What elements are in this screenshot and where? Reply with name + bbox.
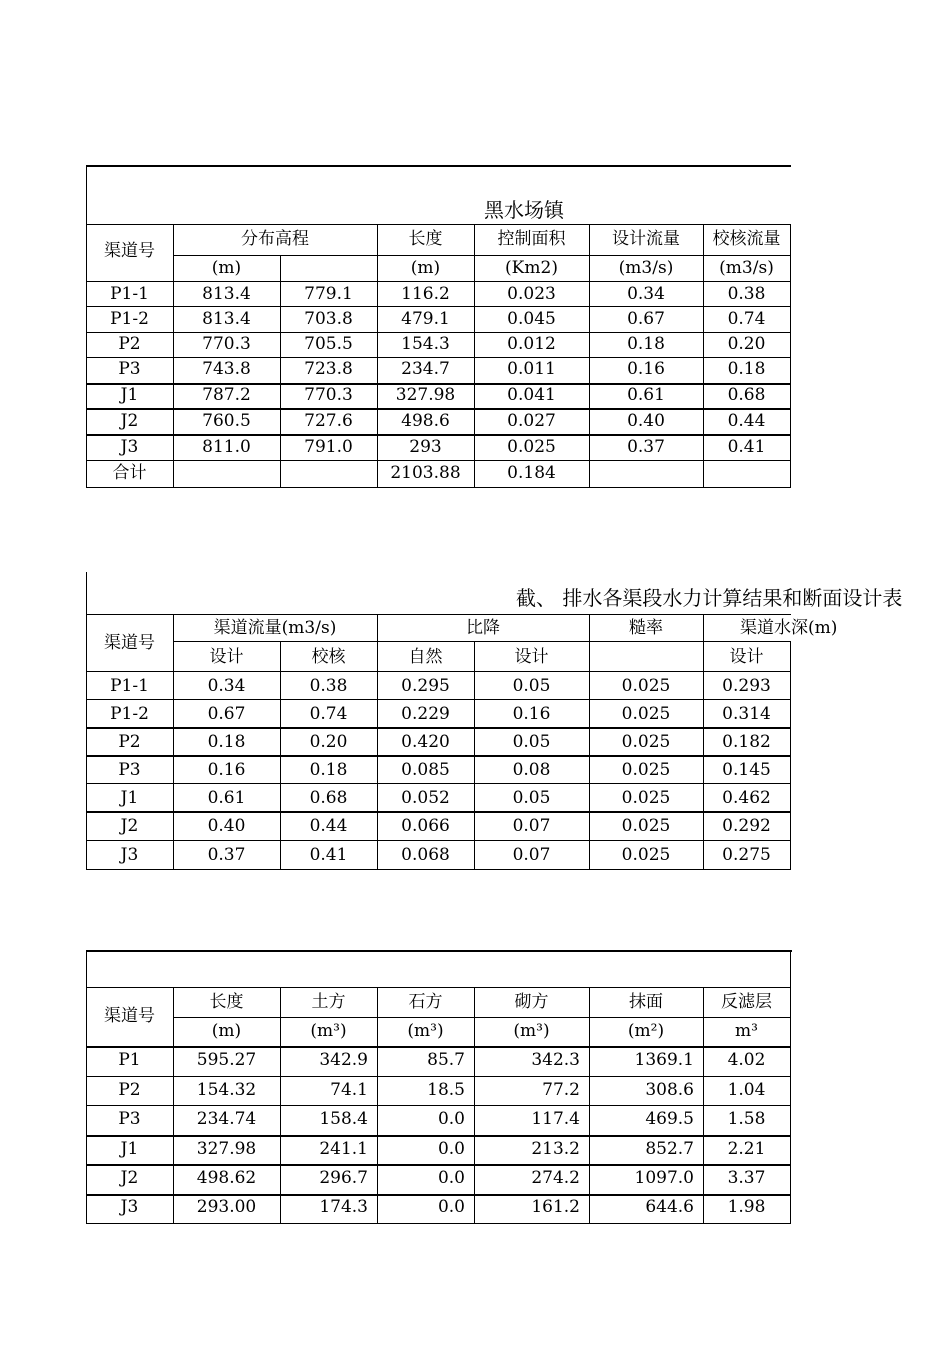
table1-row-0-cell-6: 0.38 xyxy=(727,284,766,304)
table1-row-4-cell-4: 0.041 xyxy=(507,385,556,405)
table1-row-5-cell-6: 0.44 xyxy=(727,411,766,431)
table2-row-2-cell-1: 0.18 xyxy=(207,732,246,752)
t2-subheader: 设计 xyxy=(514,647,549,667)
table2-row-1-cell-5: 0.025 xyxy=(621,704,671,724)
t3-unit: (m³) xyxy=(513,1021,550,1041)
table2-row-0-cell-0: P1-1 xyxy=(110,676,149,696)
table1-row-1-cell-2: 703.8 xyxy=(304,309,353,329)
table2-row-4-cell-6: 0.462 xyxy=(722,788,771,808)
table2-row-6-cell-3: 0.068 xyxy=(401,845,450,865)
table3-row-2-cell-2: 158.4 xyxy=(319,1109,368,1129)
table2-row-0-cell-3: 0.295 xyxy=(401,676,450,696)
table2-row-6-cell-6: 0.275 xyxy=(722,845,771,865)
table1-row-1-cell-4: 0.045 xyxy=(507,309,556,329)
table3-row-1-cell-0: P2 xyxy=(118,1080,141,1100)
table1-row-2-cell-0: P2 xyxy=(118,334,141,354)
t3-unit: (m³) xyxy=(310,1021,347,1041)
t1-header-length: 长度 xyxy=(408,229,443,249)
table1-row-7-cell-4: 0.184 xyxy=(507,463,556,483)
table-1-title: 黑水场镇 xyxy=(484,198,564,222)
table2-row-5-cell-5: 0.025 xyxy=(621,816,671,836)
t2-header-depth: 渠道水深(m) xyxy=(740,618,838,638)
table3-row-3-cell-2: 241.1 xyxy=(319,1139,368,1159)
t2-subheader: 设计 xyxy=(209,647,244,667)
table2-row-5-cell-4: 0.07 xyxy=(512,816,551,836)
t1-header-check-flow: 校核流量 xyxy=(712,229,781,249)
table3-row-3-cell-5: 852.7 xyxy=(645,1139,694,1159)
table1-row-3-cell-0: P3 xyxy=(118,359,141,379)
table2-row-2-cell-3: 0.420 xyxy=(401,732,450,752)
table2-row-4-cell-4: 0.05 xyxy=(512,788,551,808)
table2-row-1-cell-6: 0.314 xyxy=(722,704,771,724)
table2-row-4-cell-0: J1 xyxy=(120,788,139,808)
t2-header-slope: 比降 xyxy=(466,618,500,638)
t2-subheader: 自然 xyxy=(408,647,443,667)
table3-row-2-cell-6: 1.58 xyxy=(727,1109,766,1129)
table1-row-5-cell-2: 727.6 xyxy=(304,411,353,431)
table2-row-3-cell-1: 0.16 xyxy=(207,760,246,780)
table3-row-2-cell-0: P3 xyxy=(118,1109,141,1129)
table3-row-1-cell-6: 1.04 xyxy=(727,1080,766,1100)
t1-header-channel: 渠道号 xyxy=(104,241,155,261)
table3-row-4-cell-0: J2 xyxy=(120,1168,139,1188)
table3-row-5-cell-5: 644.6 xyxy=(645,1197,694,1217)
table3-row-0-cell-5: 1369.1 xyxy=(634,1050,694,1070)
table2-row-5-cell-6: 0.292 xyxy=(722,816,771,836)
table2-row-4-cell-1: 0.61 xyxy=(207,788,246,808)
table3-row-1-cell-3: 18.5 xyxy=(427,1080,465,1100)
table2-row-3-cell-4: 0.08 xyxy=(512,760,551,780)
t2-subheader: 设计 xyxy=(729,647,764,667)
table1-row-3-cell-2: 723.8 xyxy=(304,359,353,379)
t3-header: 抹面 xyxy=(629,992,663,1012)
table1-row-1-cell-5: 0.67 xyxy=(627,309,665,329)
table3-row-2-cell-5: 469.5 xyxy=(645,1109,694,1129)
table1-row-6-cell-5: 0.37 xyxy=(627,437,665,457)
table1-row-0-cell-1: 813.4 xyxy=(202,284,251,304)
table3-row-2-cell-4: 117.4 xyxy=(531,1109,580,1129)
table1-row-2-cell-1: 770.3 xyxy=(202,334,251,354)
table2-row-6-cell-4: 0.07 xyxy=(512,845,551,865)
t1-header-elevation: 分布高程 xyxy=(241,229,309,249)
table2-row-6-cell-0: J3 xyxy=(120,845,139,865)
table1-row-4-cell-6: 0.68 xyxy=(727,385,766,405)
table1-row-0-cell-3: 116.2 xyxy=(401,284,450,304)
table1-row-1-cell-0: P1-2 xyxy=(110,309,149,329)
table1-row-2-cell-5: 0.18 xyxy=(627,334,665,354)
t1-unit: (m) xyxy=(211,258,242,278)
t3-unit: (m³) xyxy=(407,1021,444,1041)
table1-row-6-cell-3: 293 xyxy=(409,437,442,457)
table2-row-2-cell-4: 0.05 xyxy=(512,732,551,752)
table3-row-1-cell-4: 77.2 xyxy=(542,1080,580,1100)
t2-header-flow: 渠道流量(m3/s) xyxy=(213,618,337,638)
table2-row-0-cell-6: 0.293 xyxy=(722,676,771,696)
table1-row-6-cell-4: 0.025 xyxy=(507,437,556,457)
table3-row-1-cell-5: 308.6 xyxy=(645,1080,694,1100)
table2-row-2-cell-0: P2 xyxy=(118,732,141,752)
t3-unit: (m) xyxy=(211,1021,242,1041)
table3-row-4-cell-3: 0.0 xyxy=(437,1168,465,1188)
table2-row-5-cell-0: J2 xyxy=(120,816,139,836)
table1-row-4-cell-5: 0.61 xyxy=(627,385,665,405)
table1-row-3-cell-4: 0.011 xyxy=(507,359,556,379)
table2-row-2-cell-2: 0.20 xyxy=(309,732,348,752)
t1-header-design-flow: 设计流量 xyxy=(612,229,680,249)
table2-row-1-cell-2: 0.74 xyxy=(309,704,348,724)
table2-row-2-cell-5: 0.025 xyxy=(621,732,671,752)
table1-row-5-cell-4: 0.027 xyxy=(507,411,556,431)
table3-row-3-cell-3: 0.0 xyxy=(437,1139,465,1159)
table3-row-0-cell-6: 4.02 xyxy=(727,1050,766,1070)
table1-row-5-cell-0: J2 xyxy=(120,411,139,431)
table1-row-2-cell-6: 0.20 xyxy=(727,334,766,354)
table1-row-3-cell-6: 0.18 xyxy=(727,359,766,379)
table1-row-0-cell-0: P1-1 xyxy=(110,284,149,304)
table-2-title: 截、 排水各渠段水力计算结果和断面设计表 xyxy=(516,586,903,610)
t2-header-roughness: 糙率 xyxy=(629,618,663,638)
table3-row-0-cell-0: P1 xyxy=(118,1050,141,1070)
t2-header-channel: 渠道号 xyxy=(104,633,155,653)
table1-row-5-cell-5: 0.40 xyxy=(627,411,665,431)
t3-header: 石方 xyxy=(408,992,443,1012)
table3-row-5-cell-4: 161.2 xyxy=(531,1197,580,1217)
table1-row-3-cell-3: 234.7 xyxy=(401,359,450,379)
table2-row-0-cell-5: 0.025 xyxy=(621,676,671,696)
t1-unit: (m3/s) xyxy=(719,258,774,278)
table2-row-1-cell-3: 0.229 xyxy=(401,704,450,724)
table3-row-4-cell-4: 274.2 xyxy=(531,1168,580,1188)
table1-row-2-cell-4: 0.012 xyxy=(507,334,556,354)
table2-row-0-cell-2: 0.38 xyxy=(309,676,348,696)
table1-row-0-cell-4: 0.023 xyxy=(507,284,556,304)
table2-row-0-cell-1: 0.34 xyxy=(207,676,246,696)
table2-row-3-cell-5: 0.025 xyxy=(621,760,671,780)
t1-header-area: 控制面积 xyxy=(497,229,566,249)
table3-row-1-cell-2: 74.1 xyxy=(330,1080,368,1100)
table2-row-5-cell-3: 0.066 xyxy=(401,816,450,836)
table2-row-1-cell-4: 0.16 xyxy=(512,704,551,724)
table3-row-2-cell-3: 0.0 xyxy=(437,1109,465,1129)
t3-unit: (m²) xyxy=(627,1021,665,1041)
table3-row-0-cell-4: 342.3 xyxy=(531,1050,580,1070)
table1-row-6-cell-0: J3 xyxy=(120,437,139,457)
table3-row-3-cell-1: 327.98 xyxy=(196,1139,257,1159)
t1-unit: (m) xyxy=(410,258,441,278)
table1-row-1-cell-6: 0.74 xyxy=(727,309,766,329)
table3-row-0-cell-3: 85.7 xyxy=(427,1050,465,1070)
table1-row-3-cell-5: 0.16 xyxy=(627,359,665,379)
table2-row-1-cell-1: 0.67 xyxy=(207,704,246,724)
table3-row-0-cell-1: 595.27 xyxy=(196,1050,257,1070)
table1-row-3-cell-1: 743.8 xyxy=(202,359,251,379)
table1-row-7-cell-3: 2103.88 xyxy=(390,463,461,483)
table1-row-4-cell-1: 787.2 xyxy=(202,385,251,405)
table2-row-4-cell-2: 0.68 xyxy=(309,788,348,808)
t3-header: 反滤层 xyxy=(721,992,772,1012)
table3-row-5-cell-1: 293.00 xyxy=(196,1197,257,1217)
t2-subheader: 校核 xyxy=(311,647,346,667)
table2-row-3-cell-3: 0.085 xyxy=(401,760,450,780)
table2-row-2-cell-6: 0.182 xyxy=(722,732,771,752)
table1-row-4-cell-2: 770.3 xyxy=(304,385,353,405)
table2-row-3-cell-2: 0.18 xyxy=(309,760,348,780)
t3-header: 土方 xyxy=(311,992,346,1012)
table3-row-4-cell-6: 3.37 xyxy=(727,1168,766,1188)
table2-row-1-cell-0: P1-2 xyxy=(110,704,149,724)
table3-row-5-cell-2: 174.3 xyxy=(319,1197,368,1217)
t3-header: 砌方 xyxy=(514,992,549,1012)
table3-row-4-cell-1: 498.62 xyxy=(196,1168,257,1188)
table2-row-5-cell-2: 0.44 xyxy=(309,816,348,836)
table3-row-4-cell-5: 1097.0 xyxy=(634,1168,694,1188)
table1-row-5-cell-1: 760.5 xyxy=(202,411,251,431)
table2-row-5-cell-1: 0.40 xyxy=(207,816,246,836)
table3-row-3-cell-6: 2.21 xyxy=(727,1139,766,1159)
table1-row-0-cell-2: 779.1 xyxy=(304,284,353,304)
table3-row-5-cell-0: J3 xyxy=(120,1197,139,1217)
table3-row-4-cell-2: 296.7 xyxy=(319,1168,368,1188)
table2-row-6-cell-1: 0.37 xyxy=(207,845,246,865)
table2-row-6-cell-5: 0.025 xyxy=(621,845,671,865)
table2-row-3-cell-6: 0.145 xyxy=(722,760,771,780)
table3-row-3-cell-0: J1 xyxy=(120,1139,139,1159)
table3-row-5-cell-6: 1.98 xyxy=(727,1197,766,1217)
table3-row-0-cell-2: 342.9 xyxy=(319,1050,368,1070)
table1-row-7-cell-0: 合计 xyxy=(112,463,147,483)
table1-row-5-cell-3: 498.6 xyxy=(401,411,450,431)
table1-row-6-cell-6: 0.41 xyxy=(727,437,766,457)
table1-row-6-cell-2: 791.0 xyxy=(304,437,353,457)
t1-unit: (m3/s) xyxy=(618,258,674,278)
table3-row-2-cell-1: 234.74 xyxy=(196,1109,257,1129)
table1-row-4-cell-3: 327.98 xyxy=(395,385,456,405)
table1-row-0-cell-5: 0.34 xyxy=(627,284,665,304)
table2-row-0-cell-4: 0.05 xyxy=(512,676,551,696)
table1-row-2-cell-3: 154.3 xyxy=(401,334,450,354)
table1-row-6-cell-1: 811.0 xyxy=(202,437,251,457)
table1-row-4-cell-0: J1 xyxy=(120,385,139,405)
table1-row-1-cell-1: 813.4 xyxy=(202,309,251,329)
table1-row-2-cell-2: 705.5 xyxy=(304,334,353,354)
table3-row-1-cell-1: 154.32 xyxy=(196,1080,257,1100)
table2-row-4-cell-5: 0.025 xyxy=(621,788,671,808)
t3-header: 长度 xyxy=(209,992,244,1012)
table3-row-3-cell-4: 213.2 xyxy=(531,1139,580,1159)
t3-unit: m³ xyxy=(735,1021,758,1041)
table3-row-5-cell-3: 0.0 xyxy=(437,1197,465,1217)
table2-row-4-cell-3: 0.052 xyxy=(401,788,450,808)
table2-row-6-cell-2: 0.41 xyxy=(309,845,348,865)
t1-unit: (Km2) xyxy=(505,258,558,278)
table2-row-3-cell-0: P3 xyxy=(118,760,141,780)
table1-row-1-cell-3: 479.1 xyxy=(401,309,450,329)
t3-header-channel: 渠道号 xyxy=(104,1006,155,1026)
